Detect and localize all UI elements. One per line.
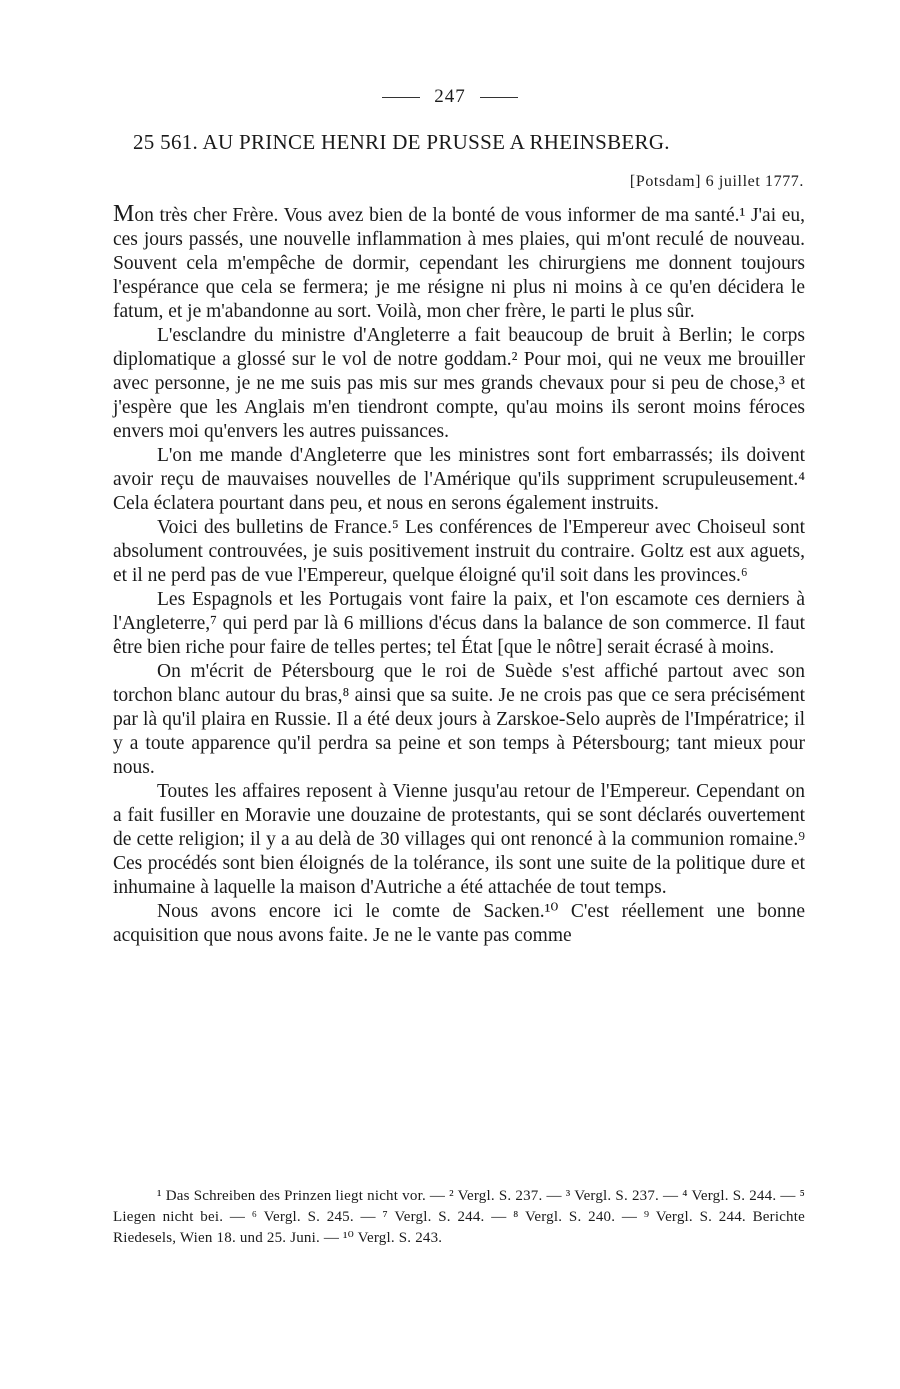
page-number-text: 247 — [434, 86, 466, 107]
page-number — [0, 86, 900, 108]
page-number-rule-left — [382, 97, 420, 98]
paragraph: L'esclandre du ministre d'Angleterre a fait beaucoup de bruit à Berlin; le corps diplomatique a glossé sur le vol de notre goddam.² Pour moi, qui ne veux me brouiller avec personne, je ne me suis pas mis sur mes grands chevaux pour si peu de chose,³ et j'espère que les Anglais m'en tiendront compte, qu'au moins ils seront moins féroces envers moi qu'envers les autres puissances. — [113, 325, 805, 442]
page-number-rule-right — [480, 97, 518, 98]
paragraph: Mon très cher Frère. Vous avez bien de la bonté de vous informer de ma santé.¹ J'ai eu, ces jours passés, une nouvelle inflammation à mes plaies, qui m'ont reculé de nouveau. Souvent cela m'empêche de dormir, cependant les chirurgiens me donnent toujours l'espérance que cela se fermera; je me résigne ni plus ni moins à ce qu'en décidera le fatum, et je m'abandonne au sort. Voilà, mon cher frère, le parti le plus sûr. — [113, 201, 805, 322]
letter-heading: 25 561. AU PRINCE HENRI DE PRUSSE A RHEINSBERG. — [133, 130, 670, 154]
paragraph: Nous avons encore ici le comte de Sacken.¹⁰ C'est réellement une bonne acquisition que nous avons faite. Je ne le vante pas comme — [113, 901, 805, 946]
paragraph: On m'écrit de Pétersbourg que le roi de Suède s'est affiché partout avec son torchon blanc autour du bras,⁸ ainsi que sa suite. Je ne crois pas que ce sera précisément par là qu'il plaira en Russie. Il a été deux jours à Zarskoe-Selo auprès de l'Impératrice; il y a toute apparence qu'il perdra sa peine et son temps à Pétersbourg; tant mieux pour nous. — [113, 661, 805, 778]
paragraph: Voici des bulletins de France.⁵ Les conférences de l'Empereur avec Choiseul sont absolument controuvées, je suis positivement instruit du contraire. Goltz est aux aguets, et il ne perd pas de vue l'Empereur, quelque éloigné qu'il soit dans les provinces.⁶ — [113, 517, 805, 586]
paragraph: Toutes les affaires reposent à Vienne jusqu'au retour de l'Empereur. Cependant on a fait fusiller en Moravie une douzaine de protestants, qui se sont déclarés ouvertement de cette religion; il y a au delà de 30 villages qui ont renoncé à la communion romaine.⁹ Ces procédés sont bien éloignés de la tolérance, ils sont une suite de la politique dure et inhumaine à laquelle la maison d'Autriche a été attachée de tout temps. — [113, 781, 805, 898]
footnotes — [113, 1186, 805, 1249]
footnotes-text: ¹ Das Schreiben des Prinzen liegt nicht vor. — ² Vergl. S. 237. — ³ Vergl. S. 237. — ⁴ Vergl. S. 244. — ⁵ Liegen nicht bei. — ⁶ Vergl. S. 245. — ⁷ Vergl. S. 244. — ⁸ Vergl. S. 240. — ⁹ Vergl. S. 244. Berichte Riedesels, Wien 18. und 25. Juni. — ¹⁰ Vergl. S. 243. — [113, 1188, 805, 1246]
letter-dateline: [Potsdam] 6 juillet 1777. — [629, 173, 804, 190]
paragraph: Les Espagnols et les Portugais vont faire la paix, et l'on escamote ces derniers à l'Angleterre,⁷ qui perd par là 6 millions d'écus dans la balance de son commerce. Il faut être bien riche pour faire de telles pertes; tel État [que le nôtre] serait écrasé à moins. — [113, 589, 805, 658]
letter-body — [113, 202, 805, 948]
paragraph: L'on me mande d'Angleterre que les ministres sont fort embarrassés; ils doivent avoir reçu de mauvaises nouvelles de l'Amérique qu'ils suppriment scrupuleusement.⁴ Cela éclatera pourtant dans peu, et nous en serons également instruits. — [113, 445, 805, 514]
